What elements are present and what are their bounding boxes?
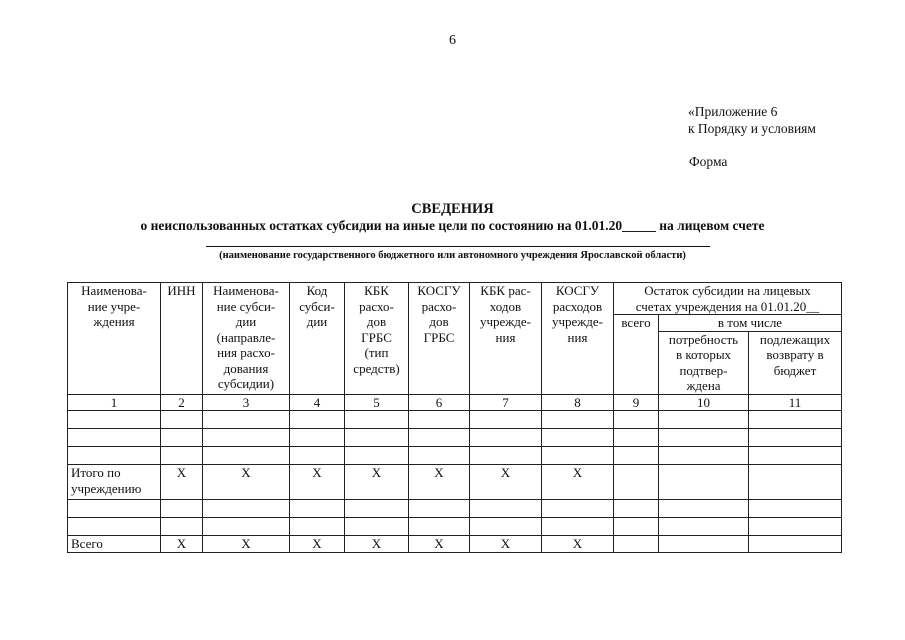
column-number-row xyxy=(68,394,842,411)
x-mark: Х xyxy=(290,536,345,553)
x-mark: Х xyxy=(203,536,290,553)
x-mark: Х xyxy=(203,465,290,500)
column-number: 3 xyxy=(203,394,290,411)
form-label: Форма xyxy=(689,154,728,169)
empty-row xyxy=(68,500,842,518)
header-need-confirmed: потребность в которых подтвер- ждена xyxy=(659,331,749,394)
empty-row xyxy=(68,429,842,447)
x-mark: Х xyxy=(161,536,203,553)
grand-total-label: Всего xyxy=(68,536,161,553)
header-subsidy-code: Код субси- дии xyxy=(290,283,345,395)
column-number: 7 xyxy=(470,394,542,411)
x-mark: Х xyxy=(161,465,203,500)
header-subsidy-name: Наименова- ние субси- дии (направле- ния расхо- дования субсидии) xyxy=(203,283,290,395)
header-kbk-institution: КБК рас- ходов учрежде- ния xyxy=(470,283,542,395)
page-number: 6 xyxy=(449,33,456,48)
column-number: 6 xyxy=(409,394,470,411)
x-mark: Х xyxy=(345,536,409,553)
x-mark: Х xyxy=(409,465,470,500)
header-row-1 xyxy=(68,283,842,315)
grand-total-row xyxy=(68,536,842,553)
header-to-return: подлежащих возврату в бюджет xyxy=(749,331,842,394)
x-mark: Х xyxy=(290,465,345,500)
empty-row xyxy=(68,518,842,536)
empty-row xyxy=(68,411,842,429)
column-number: 4 xyxy=(290,394,345,411)
document-title: СВЕДЕНИЯ xyxy=(411,201,494,217)
institution-name-line xyxy=(206,246,710,247)
header-total: всего xyxy=(614,315,659,395)
appendix-reference xyxy=(688,103,816,137)
header-kosgu-grbs: КОСГУ расхо- дов ГРБС xyxy=(409,283,470,395)
empty-row xyxy=(68,447,842,465)
column-number: 2 xyxy=(161,394,203,411)
header-kosgu-institution: КОСГУ расходов учрежде- ния xyxy=(542,283,614,395)
column-number: 5 xyxy=(345,394,409,411)
column-number: 8 xyxy=(542,394,614,411)
header-kbk-grbs: КБК расхо- дов ГРБС (тип средств) xyxy=(345,283,409,395)
header-including: в том числе xyxy=(659,315,842,332)
column-number: 11 xyxy=(749,394,842,411)
column-number: 9 xyxy=(614,394,659,411)
header-institution-name: Наименова- ние учре- ждения xyxy=(68,283,161,395)
document-subtitle: о неиспользованных остатках субсидии на иные цели по состоянию на 01.01.20_____ на лицевом счете xyxy=(140,218,765,233)
x-mark: Х xyxy=(409,536,470,553)
x-mark: Х xyxy=(542,465,614,500)
appendix-line-2: к Порядку и условиям xyxy=(688,121,816,136)
institution-name-caption: (наименование государственного бюджетного или автономного учреждения Ярославской области) xyxy=(219,250,686,261)
subsidy-balance-table xyxy=(67,282,842,553)
column-number: 10 xyxy=(659,394,749,411)
x-mark: Х xyxy=(542,536,614,553)
x-mark: Х xyxy=(345,465,409,500)
header-balance: Остаток субсидии на лицевых счетах учреждения на 01.01.20__ xyxy=(614,283,842,315)
appendix-line-1: «Приложение 6 xyxy=(688,104,778,119)
x-mark: Х xyxy=(470,536,542,553)
x-mark: Х xyxy=(470,465,542,500)
institution-total-row xyxy=(68,465,842,500)
institution-total-label: Итого по учреждению xyxy=(68,465,161,500)
column-number: 1 xyxy=(68,394,161,411)
header-inn: ИНН xyxy=(161,283,203,395)
